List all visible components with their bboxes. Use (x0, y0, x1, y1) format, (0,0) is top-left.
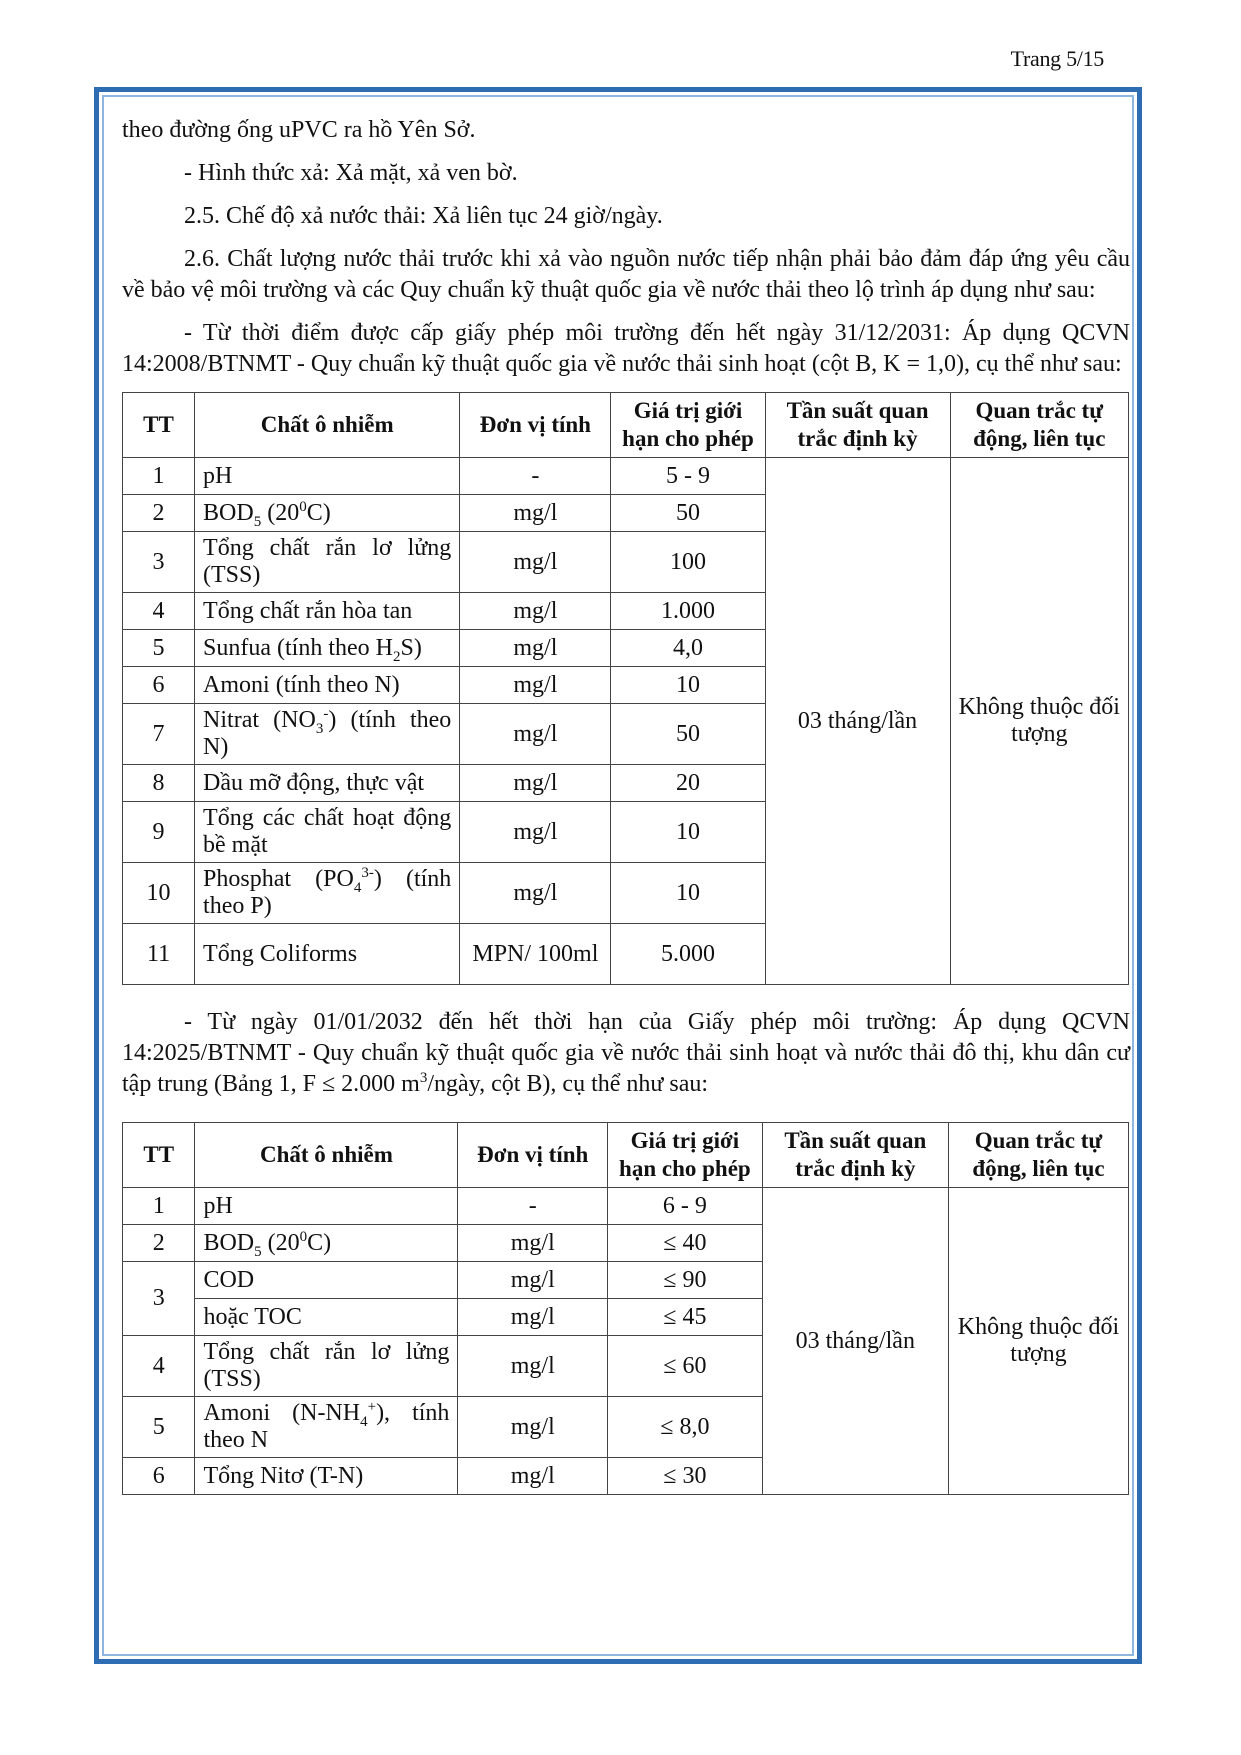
subscript: 4 (360, 1413, 368, 1430)
cell-tt: 10 (123, 863, 195, 924)
superscript: 3 (419, 1070, 428, 1086)
paragraph-standard-2025 (122, 1007, 1130, 1100)
cell-tt: 9 (123, 802, 195, 863)
text: Amoni (N-NH (203, 1400, 361, 1426)
cell-unit: mg/l (458, 1225, 608, 1262)
header-unit: Đơn vị tính (458, 1123, 608, 1188)
cell-limit: ≤ 60 (608, 1336, 763, 1397)
cell-pollutant: hoặc TOC (195, 1299, 458, 1336)
cell-pollutant (195, 495, 460, 532)
cell-limit: 10 (611, 667, 765, 704)
header-pollutant: Chất ô nhiễm (195, 393, 460, 458)
cell-unit: mg/l (458, 1458, 608, 1495)
cell-pollutant: Dầu mỡ động, thực vật (195, 765, 460, 802)
subscript: 2 (393, 648, 401, 665)
cell-pollutant: pH (195, 1188, 458, 1225)
cell-tt: 5 (123, 630, 195, 667)
text: - Từ ngày 01/01/2032 đến hết thời hạn của Giấy phép môi trường: Áp dụng QCVN 14:2025/BTNMT - Quy chuẩn kỹ thuật quốc gia về nước thải sinh hoạt và nước thải đô thị, khu dân cư tập trung (Bảng 1, F ≤ 2.000 m (122, 1009, 1130, 1097)
cell-pollutant (195, 1397, 458, 1458)
superscript: 0 (299, 1228, 308, 1245)
text: ) (tính theo P) (203, 866, 452, 919)
cell-unit: MPN/ 100ml (460, 924, 611, 985)
paragraph-quality-requirement: 2.6. Chất lượng nước thải trước khi xả vào nguồn nước tiếp nhận phải bảo đảm đáp ứng yêu cầu về bảo vệ môi trường và các Quy chuẩn kỹ thuật quốc gia về nước thải theo lộ trình áp dụng như sau: (122, 246, 1130, 303)
header-tt: TT (123, 393, 195, 458)
cell-limit: ≤ 45 (608, 1299, 763, 1336)
cell-unit: mg/l (458, 1299, 608, 1336)
cell-limit: 50 (611, 704, 765, 765)
cell-limit: 6 - 9 (608, 1188, 763, 1225)
cell-tt: 1 (123, 458, 195, 495)
cell-tt: 4 (123, 593, 195, 630)
cell-tt: 6 (123, 1458, 195, 1495)
cell-tt: 1 (123, 1188, 195, 1225)
subscript: 5 (254, 1243, 262, 1260)
text: S) (400, 634, 422, 661)
cell-unit: mg/l (460, 630, 611, 667)
header-frequency: Tần suất quan trắc định kỳ (765, 393, 950, 458)
document-body (122, 115, 1130, 1495)
cell-pollutant: Tổng chất rắn lơ lửng (TSS) (195, 532, 460, 593)
cell-limit: ≤ 8,0 (608, 1397, 763, 1458)
text: Sunfua (tính theo H (203, 634, 394, 661)
cell-unit: - (458, 1188, 608, 1225)
table-header-row (123, 393, 1129, 458)
cell-frequency: 03 tháng/lần (762, 1188, 948, 1495)
header-limit: Giá trị giới hạn cho phép (611, 393, 765, 458)
header-limit: Giá trị giới hạn cho phép (608, 1123, 763, 1188)
cell-unit: mg/l (460, 593, 611, 630)
text: /ngày, cột B), cụ thể như sau: (427, 1071, 709, 1097)
header-unit: Đơn vị tính (460, 393, 611, 458)
cell-tt: 11 (123, 924, 195, 985)
cell-limit: ≤ 90 (608, 1262, 763, 1299)
cell-unit: mg/l (458, 1262, 608, 1299)
limits-table-2008 (122, 392, 1129, 985)
cell-tt: 3 (123, 532, 195, 593)
cell-tt: 4 (123, 1336, 195, 1397)
cell-tt: 3 (123, 1262, 195, 1336)
cell-limit: ≤ 30 (608, 1458, 763, 1495)
cell-limit: ≤ 40 (608, 1225, 763, 1262)
subscript: 5 (253, 513, 262, 530)
cell-pollutant: Tổng Nitơ (T-N) (195, 1458, 458, 1495)
cell-limit: 5.000 (611, 924, 765, 985)
cell-tt: 7 (123, 704, 195, 765)
cell-auto-monitoring: Không thuộc đối tượng (948, 1188, 1128, 1495)
header-frequency: Tần suất quan trắc định kỳ (762, 1123, 948, 1188)
cell-unit: mg/l (460, 532, 611, 593)
cell-limit: 10 (611, 802, 765, 863)
cell-unit: mg/l (458, 1336, 608, 1397)
cell-pollutant: Tổng Coliforms (195, 924, 460, 985)
page-number: Trang 5/15 (1010, 46, 1104, 71)
text: Nitrat (NO (203, 707, 316, 733)
text: (20 (261, 1229, 300, 1256)
cell-tt: 2 (123, 1225, 195, 1262)
header-tt: TT (123, 1123, 195, 1188)
paragraph-discharge-mode: 2.5. Chế độ xả nước thải: Xả liên tục 24 giờ/ngày. (184, 203, 663, 229)
cell-limit: 10 (611, 863, 765, 924)
limits-table-2025 (122, 1122, 1129, 1495)
text: (20 (261, 499, 300, 526)
cell-limit: 1.000 (611, 593, 765, 630)
paragraph-standard-2008: - Từ thời điểm được cấp giấy phép môi trường đến hết ngày 31/12/2031: Áp dụng QCVN 14:2008/BTNMT - Quy chuẩn kỹ thuật quốc gia về nước thải sinh hoạt (cột B, K = 1,0), cụ thể như sau: (122, 320, 1130, 377)
cell-pollutant: Tổng chất rắn hòa tan (195, 593, 460, 630)
spacer (122, 985, 1130, 1007)
cell-pollutant: Amoni (tính theo N) (195, 667, 460, 704)
header-pollutant: Chất ô nhiễm (195, 1123, 458, 1188)
text: ) (tính theo N) (203, 707, 452, 760)
cell-unit: mg/l (460, 667, 611, 704)
cell-pollutant (195, 863, 460, 924)
text: Phosphat (PO (203, 866, 354, 892)
table-header-row (123, 1123, 1129, 1188)
superscript: 0 (299, 498, 307, 515)
cell-unit: mg/l (458, 1397, 608, 1458)
cell-unit: mg/l (460, 802, 611, 863)
cell-limit: 4,0 (611, 630, 765, 667)
table-row (123, 1188, 1129, 1225)
cell-tt: 2 (123, 495, 195, 532)
cell-unit: mg/l (460, 704, 611, 765)
cell-pollutant: COD (195, 1262, 458, 1299)
superscript: + (367, 1399, 377, 1415)
cell-pollutant (195, 630, 460, 667)
cell-pollutant: Tổng chất rắn lơ lửng (TSS) (195, 1336, 458, 1397)
subscript: 3 (315, 720, 324, 737)
cell-pollutant: Tổng các chất hoạt động bề mặt (195, 802, 460, 863)
cell-pollutant (195, 704, 460, 765)
text: BOD (203, 1229, 255, 1256)
text: C) (307, 1229, 332, 1256)
header-auto: Quan trắc tự động, liên tục (948, 1123, 1128, 1188)
cell-auto-monitoring: Không thuộc đối tượng (950, 458, 1128, 985)
paragraph-discharge-form: - Hình thức xả: Xả mặt, xả ven bờ. (184, 160, 518, 186)
table-row (123, 458, 1129, 495)
text: ), tính theo N (203, 1400, 450, 1453)
superscript: 3- (361, 865, 374, 881)
cell-unit: mg/l (460, 863, 611, 924)
cell-limit: 50 (611, 495, 765, 532)
header-auto: Quan trắc tự động, liên tục (950, 393, 1128, 458)
cell-frequency: 03 tháng/lần (765, 458, 950, 985)
cell-limit: 5 - 9 (611, 458, 765, 495)
cell-limit: 20 (611, 765, 765, 802)
cell-unit: mg/l (460, 495, 611, 532)
superscript: - (323, 706, 329, 722)
cell-unit: mg/l (460, 765, 611, 802)
cell-limit: 100 (611, 532, 765, 593)
text: C) (306, 499, 331, 526)
cell-unit: - (460, 458, 611, 495)
cell-tt: 6 (123, 667, 195, 704)
cell-tt: 5 (123, 1397, 195, 1458)
cell-pollutant: pH (195, 458, 460, 495)
paragraph-discharge-route: theo đường ống uPVC ra hồ Yên Sở. (122, 117, 476, 143)
page-frame-inner (102, 95, 1134, 1656)
cell-tt: 8 (123, 765, 195, 802)
page-frame (94, 87, 1142, 1664)
cell-pollutant (195, 1225, 458, 1262)
subscript: 4 (353, 879, 362, 896)
text: BOD (203, 499, 254, 526)
